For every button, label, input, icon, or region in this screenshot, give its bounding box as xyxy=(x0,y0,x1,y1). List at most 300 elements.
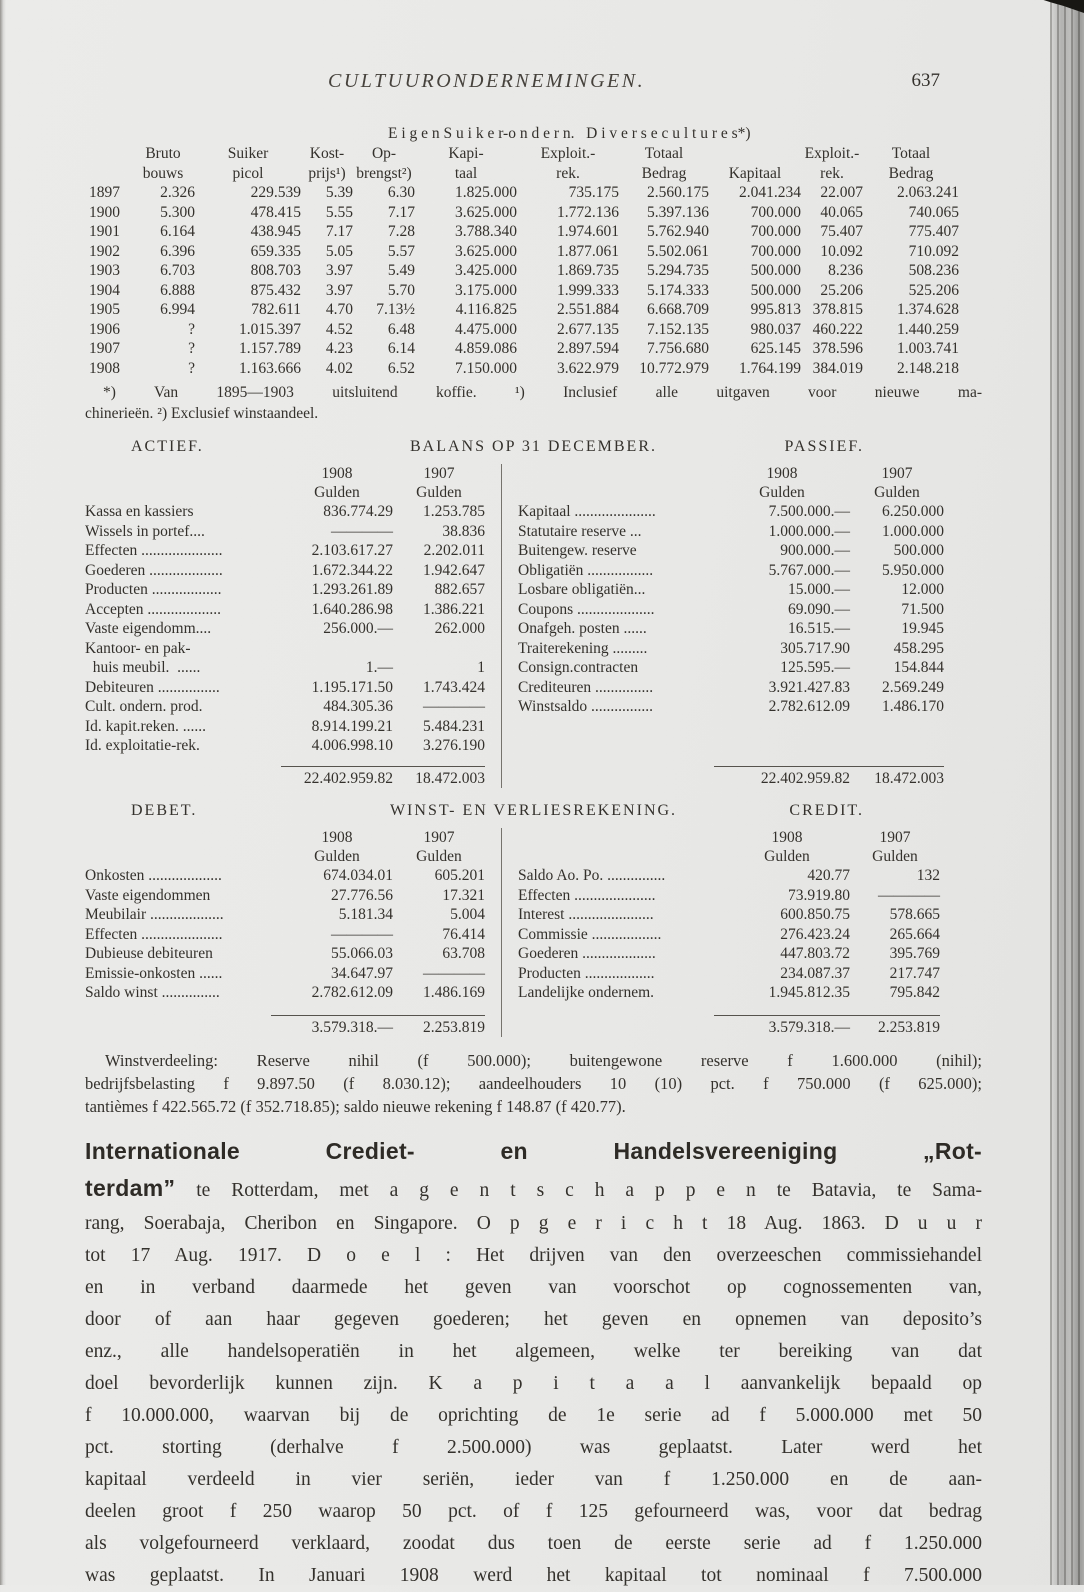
text-line: bedrijfsbelasting f 9.897.50 (f 8.030.12); aandeelhouders 10 (10) pct. f 750.000 (f 625.000); xyxy=(85,1074,982,1093)
table-cell: Id. kapit.reken. ...... xyxy=(85,717,206,735)
table-row xyxy=(85,717,497,737)
table-cell: ? xyxy=(188,320,195,338)
year-header-row xyxy=(85,828,497,847)
table-cell: prijs¹) xyxy=(308,164,346,182)
table-cell: Op- xyxy=(371,145,397,162)
table-cell: 4.006.998.10 xyxy=(311,737,393,754)
table-cell: 2.063.241 xyxy=(897,184,959,201)
suiker-statistics-table xyxy=(85,124,982,424)
table-row xyxy=(85,222,959,242)
passief-table xyxy=(501,464,944,788)
year-1908-label: 1908 xyxy=(321,465,353,482)
total-value: 3.579.318.— xyxy=(311,1018,393,1036)
table-cell xyxy=(85,144,131,164)
table-cell: 3.276.190 xyxy=(423,737,485,754)
table-cell: 674.034.01 xyxy=(323,867,393,884)
table-cell xyxy=(518,769,714,789)
table-cell: 775.407 xyxy=(908,223,959,240)
table-cell: 2.103.617.27 xyxy=(311,542,393,559)
table-cell: 1.672.344.22 xyxy=(311,561,393,579)
table-cell: 40.065 xyxy=(820,203,863,221)
winst-title: WINST- EN VERLIESREKENING. xyxy=(389,802,678,819)
table-cell: 2.148.218 xyxy=(897,359,959,377)
suiker-table-header xyxy=(85,144,982,183)
text-line: tantièmes f 422.565.72 (f 352.718.85); saldo nieuwe rekening f 148.87 (f 420.77). xyxy=(85,1097,626,1116)
year-header-row xyxy=(518,828,940,847)
table-cell: Kantoor- en pak- xyxy=(85,639,191,657)
table-cell: 1.386.221 xyxy=(423,600,485,618)
total-rule xyxy=(714,1015,940,1016)
book-binding-edge xyxy=(1050,0,1084,1585)
table-row xyxy=(85,983,497,1003)
table-cell: 447.803.72 xyxy=(780,945,850,962)
table-row xyxy=(85,658,497,678)
table-row xyxy=(518,541,944,561)
table-cell: 882.657 xyxy=(434,581,485,598)
table-cell: Suiker xyxy=(227,145,269,162)
table-cell xyxy=(85,769,281,789)
table-cell: Saldo winst ............... xyxy=(85,984,220,1001)
table-row xyxy=(85,339,959,359)
credit-rows xyxy=(518,866,940,1003)
table-row xyxy=(85,242,959,262)
table-cell: 605.201 xyxy=(434,867,485,884)
table-row xyxy=(85,600,497,620)
table-cell: 55.066.03 xyxy=(331,945,393,962)
table-cell: 6.164 xyxy=(160,223,195,240)
company-name-bold: terdam” xyxy=(85,1175,176,1201)
table-cell: 1.003.741 xyxy=(897,340,959,357)
table-cell: 229.539 xyxy=(250,184,301,201)
table-row xyxy=(518,925,940,945)
table-cell: 154.844 xyxy=(893,659,944,676)
year-1907-label: 1907 xyxy=(423,465,455,482)
table-cell: 2.560.175 xyxy=(647,184,709,201)
table-cell: 8.236 xyxy=(828,262,863,279)
table-cell: 735.175 xyxy=(568,184,619,201)
table-cell: 1.— xyxy=(365,659,393,676)
table-cell xyxy=(281,639,393,659)
table-cell: taal xyxy=(454,164,478,182)
table-cell xyxy=(518,483,714,502)
table-cell: 1.000.000.— xyxy=(768,522,850,540)
currency-header-row xyxy=(518,847,940,866)
balance-sheet-headings xyxy=(85,438,982,460)
debet-rows xyxy=(85,866,497,1003)
table-cell: 1.942.647 xyxy=(423,561,485,579)
scanned-book-page xyxy=(85,70,982,1592)
table-cell: 73.919.80 xyxy=(788,886,850,904)
table-cell: 5.39 xyxy=(325,184,353,201)
table-cell: 12.000 xyxy=(901,581,944,598)
credit-table xyxy=(501,828,940,1037)
table-row xyxy=(85,905,497,925)
table-cell: 276.423.24 xyxy=(780,925,850,943)
credit-heading: CREDIT. xyxy=(789,802,864,819)
profit-loss-section xyxy=(85,802,982,1037)
table-cell: 125.595.— xyxy=(780,659,850,676)
table-cell xyxy=(393,639,485,659)
total-value: 2.253.819 xyxy=(423,1018,485,1036)
table-cell: 6.48 xyxy=(387,320,415,338)
table-cell: 3.625.000 xyxy=(455,242,517,260)
table-cell: 5.484.231 xyxy=(423,717,485,735)
table-cell: Bedrag xyxy=(641,164,687,182)
table-cell: 808.703 xyxy=(250,262,301,279)
table-row xyxy=(518,905,940,925)
passief-heading: PASSIEF. xyxy=(784,438,864,455)
table-cell: 34.647.97 xyxy=(331,964,393,982)
currency-header-row xyxy=(85,847,497,866)
table-cell: Obligatiën ................. xyxy=(518,561,654,579)
article-heading-line xyxy=(85,1171,982,1208)
currency-label: Gulden xyxy=(872,848,918,865)
table-cell: Traiterekening ......... xyxy=(518,639,648,657)
table-cell: 600.850.75 xyxy=(780,906,850,923)
table-cell: 5.49 xyxy=(387,262,415,279)
table-cell: 7.500.000.— xyxy=(768,503,850,520)
total-value: 22.402.959.82 xyxy=(303,769,393,787)
table-row xyxy=(518,619,944,639)
table-cell: 740.065 xyxy=(908,203,959,221)
table-cell: 1.440.259 xyxy=(897,320,959,338)
table-cell: ———— xyxy=(423,698,485,715)
table-cell: Crediteuren ............... xyxy=(518,678,654,696)
table-cell: Coupons .................... xyxy=(518,600,655,618)
actief-rows xyxy=(85,502,497,756)
table-cell: 2.551.884 xyxy=(557,301,619,318)
table-cell: 420.77 xyxy=(807,867,850,884)
table-cell: Id. exploitatie-rek. xyxy=(85,737,200,754)
text-line: pct. storting (derhalve f 2.500.000) was geplaatst. Later werd het xyxy=(85,1437,982,1458)
text-line: f 10.000.000, waarvan bij de oprichting de 1e serie ad f 5.000.000 met 50 xyxy=(85,1405,982,1426)
table-cell: 27.776.56 xyxy=(331,886,393,904)
table-cell: Losbare obligatiën... xyxy=(518,581,646,598)
table-cell: 256.000.— xyxy=(323,620,393,637)
table-cell: 6.703 xyxy=(160,262,195,279)
table-row xyxy=(518,678,944,698)
table-row xyxy=(85,925,497,945)
table-cell: 700.000 xyxy=(750,203,801,221)
table-cell: 71.500 xyxy=(901,600,944,618)
table-cell: 6.52 xyxy=(387,359,415,377)
table-row xyxy=(85,359,959,379)
table-cell: Cult. ondern. prod. xyxy=(85,698,203,715)
table-cell: 76.414 xyxy=(442,925,485,943)
table-cell: 4.70 xyxy=(325,301,353,318)
table-cell: 5.294.735 xyxy=(647,262,709,279)
table-cell: 3.175.000 xyxy=(455,281,517,299)
year-1907-label: 1907 xyxy=(881,465,913,482)
table-cell: 1.374.628 xyxy=(897,301,959,318)
table-cell: 38.836 xyxy=(442,522,485,540)
currency-label: Gulden xyxy=(314,848,360,865)
table-cell: 1.486.170 xyxy=(882,698,944,715)
table-cell: Totaal xyxy=(891,145,931,162)
text-line: doel bevorderlijk kunnen zijn. K a p i t a a l aanvankelijk bepaald op xyxy=(85,1373,982,1394)
table-cell: 659.335 xyxy=(250,242,301,260)
year-1908-label: 1908 xyxy=(771,829,803,846)
table-cell: 1.743.424 xyxy=(423,678,485,696)
table-row xyxy=(518,580,944,600)
table-cell: 1906 xyxy=(89,320,120,338)
table-cell: 900.000.— xyxy=(780,542,850,559)
table-cell: 1 xyxy=(477,659,485,676)
table-cell: 2.782.612.09 xyxy=(768,698,850,715)
table-cell: Commissie .................. xyxy=(518,925,662,943)
table-cell: Kost- xyxy=(309,145,345,162)
table-cell: Onkosten ................... xyxy=(85,867,222,884)
table-cell: 5.70 xyxy=(387,281,415,299)
table-cell: 625.145 xyxy=(750,340,801,357)
table-cell: Saldo Ao. Po. ............... xyxy=(518,867,666,884)
table-cell: Bruto xyxy=(145,145,181,162)
table-row xyxy=(518,983,940,1003)
table-cell xyxy=(85,464,281,483)
table-cell: Dubieuse debiteuren xyxy=(85,945,213,962)
table-cell: 1904 xyxy=(89,281,120,299)
table-cell: 22.007 xyxy=(820,184,863,201)
table-cell: 875.432 xyxy=(250,281,301,299)
table-cell: 1.825.000 xyxy=(455,184,517,201)
currency-label: Gulden xyxy=(874,484,920,501)
table-cell: Accepten ................... xyxy=(85,600,222,618)
table-row xyxy=(85,144,959,164)
table-cell: 17.321 xyxy=(442,886,485,904)
table-row xyxy=(85,541,497,561)
table-cell: 500.000 xyxy=(750,281,801,299)
table-cell: 4.23 xyxy=(325,340,353,357)
table-cell: 25.206 xyxy=(820,281,863,299)
page-left-edge xyxy=(0,0,6,1585)
table-cell: ? xyxy=(188,340,195,357)
table-cell: Producten .................. xyxy=(518,964,655,982)
text-line: Winstverdeeling: Reserve nihil (f 500.000); buitengewone reserve f 1.600.000 (nihil); xyxy=(105,1051,982,1070)
table-cell: 378.815 xyxy=(812,301,863,318)
table-cell: 3.622.979 xyxy=(557,359,619,377)
page-number: 637 xyxy=(911,70,940,91)
table-row xyxy=(85,866,497,886)
table-cell: 7.150.000 xyxy=(455,359,517,377)
year-header-row xyxy=(85,464,497,483)
table-cell: 5.762.940 xyxy=(647,223,709,240)
table-cell: 710.092 xyxy=(908,242,959,260)
table-cell: 1907 xyxy=(89,340,120,357)
table-cell: 6.994 xyxy=(160,301,195,318)
table-cell: 6.888 xyxy=(160,281,195,299)
table-cell: 7.152.135 xyxy=(647,320,709,338)
table-cell: 1.195.171.50 xyxy=(311,678,393,696)
company-name-bold: Internationale Crediet- en Handelsvereeniging „Rot- xyxy=(85,1138,982,1164)
table-cell: 795.842 xyxy=(889,984,940,1001)
table-cell xyxy=(85,828,281,847)
table-cell: 2.677.135 xyxy=(557,320,619,338)
passief-rows xyxy=(518,502,944,717)
table-row xyxy=(85,522,497,542)
table-row xyxy=(518,964,940,984)
text-line: kapitaal verdeeld in vier seriën, ieder van f 1.250.000 en de aan- xyxy=(85,1469,982,1490)
table-cell: 1.000.000 xyxy=(882,522,944,540)
currency-header-row xyxy=(85,483,497,502)
table-row xyxy=(85,639,497,659)
table-cell: 15.000.— xyxy=(788,581,850,598)
table-row xyxy=(518,600,944,620)
total-value: 18.472.003 xyxy=(874,769,944,787)
table-cell: picol xyxy=(232,164,264,182)
table-cell: ———— xyxy=(878,886,940,904)
table-cell: 782.611 xyxy=(251,301,301,318)
table-cell: 1.999.333 xyxy=(557,281,619,299)
table-cell: 10.772.979 xyxy=(639,359,709,377)
table-cell: 63.708 xyxy=(442,945,485,962)
table-row xyxy=(85,502,497,522)
table-cell: 1900 xyxy=(89,203,120,221)
table-row xyxy=(518,866,940,886)
table-cell: 460.222 xyxy=(812,320,863,338)
table-cell: Onafgeh. posten ...... xyxy=(518,620,647,637)
table-cell: 1.869.735 xyxy=(557,262,619,279)
table-cell: 3.97 xyxy=(325,281,353,299)
table-cell: Exploit.- xyxy=(804,145,860,162)
table-row xyxy=(85,164,959,184)
table-group-title: E i g e n S u i k e r-o n d e r n. D i v e r s e c u l t u r e s*) xyxy=(388,125,751,142)
table-cell: 2.897.594 xyxy=(557,340,619,357)
table-cell: 995.813 xyxy=(750,301,801,318)
table-cell: Consign.contracten xyxy=(518,659,639,676)
table-row xyxy=(85,320,959,340)
table-cell: 265.664 xyxy=(889,925,940,943)
table-cell: Statutaire reserve ... xyxy=(518,522,642,540)
table-cell: 478.415 xyxy=(250,203,301,221)
table-cell: 6.396 xyxy=(160,242,195,260)
table-cell: 1.877.061 xyxy=(557,242,619,260)
table-row xyxy=(85,561,497,581)
year-1908-label: 1908 xyxy=(766,465,798,482)
table-cell: huis meubil. ...... xyxy=(85,659,201,676)
table-row xyxy=(518,561,944,581)
table-row xyxy=(518,502,944,522)
total-rule xyxy=(281,766,485,767)
table-cell: Effecten ..................... xyxy=(518,886,656,904)
table-cell xyxy=(709,144,801,164)
table-cell: 4.52 xyxy=(325,320,353,338)
text-line: als volgefourneerd verklaard, zoodat dus toen de eerste serie ad f 1.250.000 xyxy=(85,1533,982,1554)
table-cell: 16.515.— xyxy=(788,620,850,637)
table-cell: 1903 xyxy=(89,262,120,279)
article-text: te Rotterdam, met a g e n t s c h a p p e n te Batavia, te Sama- xyxy=(175,1180,982,1201)
table-cell: 438.945 xyxy=(250,223,301,240)
table-row xyxy=(85,261,959,281)
table-cell: Landelijke ondernem. xyxy=(518,984,655,1001)
table-cell: 578.665 xyxy=(889,906,940,923)
table-cell: ———— xyxy=(423,964,485,982)
table-cell: 5.502.061 xyxy=(647,242,709,260)
table-cell: 4.475.000 xyxy=(455,320,517,338)
actief-total-row xyxy=(85,769,497,789)
table-cell: 10.092 xyxy=(820,242,863,260)
table-cell xyxy=(85,1018,281,1038)
table-row xyxy=(85,736,497,756)
table-cell: 305.717.90 xyxy=(780,639,850,657)
table-cell: Interest ...................... xyxy=(518,906,654,923)
table-row xyxy=(518,522,944,542)
table-cell: rek. xyxy=(820,164,844,182)
table-cell: 3.788.340 xyxy=(455,223,517,240)
text-line: tot 17 Aug. 1917. D o e l : Het drijven van den overzeeschen commissiehandel xyxy=(85,1245,982,1266)
running-head xyxy=(85,70,982,94)
total-value: 2.253.819 xyxy=(878,1018,940,1036)
passief-total-row xyxy=(518,769,944,789)
table-cell: 836.774.29 xyxy=(323,503,393,520)
table-cell: 4.116.825 xyxy=(455,301,517,318)
table-cell: 500.000 xyxy=(893,542,944,559)
table-row xyxy=(85,183,959,203)
table-cell: ———— xyxy=(331,522,393,540)
table-cell: Buitengew. reserve xyxy=(518,542,637,559)
table-row xyxy=(85,678,497,698)
table-row xyxy=(85,281,959,301)
table-cell: 8.914.199.21 xyxy=(311,717,393,735)
debet-table xyxy=(85,828,497,1037)
running-header-title: CULTUURONDERNEMINGEN. xyxy=(328,70,646,92)
table-cell: Vaste eigendommen xyxy=(85,886,211,904)
actief-heading: ACTIEF. xyxy=(131,438,204,455)
table-cell: Emissie-onkosten ...... xyxy=(85,964,223,982)
table-cell: Kapi- xyxy=(448,145,484,162)
table-cell: 378.596 xyxy=(812,340,863,357)
table-row xyxy=(85,944,497,964)
table-cell: Effecten ..................... xyxy=(85,542,223,559)
table-cell: 508.236 xyxy=(908,262,959,279)
table-cell: 132 xyxy=(916,867,940,884)
table-cell: 1.163.666 xyxy=(239,359,301,377)
year-1907-label: 1907 xyxy=(879,829,911,846)
table-cell: rek. xyxy=(556,164,580,182)
footnote-line: chinerieën. ²) Exclusief winstaandeel. xyxy=(85,405,319,422)
table-cell: 1.486.169 xyxy=(423,984,485,1001)
table-cell: 217.747 xyxy=(889,964,940,982)
balans-title: BALANS OP 31 DECEMBER. xyxy=(410,438,657,455)
table-cell: 5.174.333 xyxy=(647,281,709,299)
article-heading-line xyxy=(85,1134,982,1171)
table-cell: 1.293.261.89 xyxy=(311,581,393,598)
table-cell: Effecten ..................... xyxy=(85,925,223,943)
text-line: was geplaatst. In Januari 1908 werd het kapitaal tot nominaal f 7.500.000 xyxy=(85,1565,982,1586)
table-cell: 5.55 xyxy=(325,203,353,221)
table-cell: 700.000 xyxy=(750,223,801,240)
table-row xyxy=(518,639,944,659)
table-cell: 1.015.397 xyxy=(239,320,301,338)
table-cell: Bedrag xyxy=(888,164,934,182)
table-cell xyxy=(85,164,131,184)
currency-label: Gulden xyxy=(764,848,810,865)
table-cell: 3.97 xyxy=(325,262,353,279)
table-cell: Producten .................. xyxy=(85,581,222,598)
table-cell: 2.041.234 xyxy=(739,184,801,201)
table-cell: 2.569.249 xyxy=(882,678,944,696)
table-cell: Meubilair ................... xyxy=(85,906,224,923)
table-cell: brengst²) xyxy=(356,164,412,182)
actief-table xyxy=(85,464,497,788)
table-cell: Totaal xyxy=(644,145,684,162)
table-cell: Goederen ................... xyxy=(85,561,223,579)
total-rule xyxy=(271,1015,485,1016)
total-value: 18.472.003 xyxy=(415,769,485,787)
table-cell: Winstsaldo ................ xyxy=(518,698,653,715)
table-cell: 1908 xyxy=(89,359,120,377)
table-cell: Exploit.- xyxy=(540,145,596,162)
table-cell: 7.13½ xyxy=(376,301,415,318)
